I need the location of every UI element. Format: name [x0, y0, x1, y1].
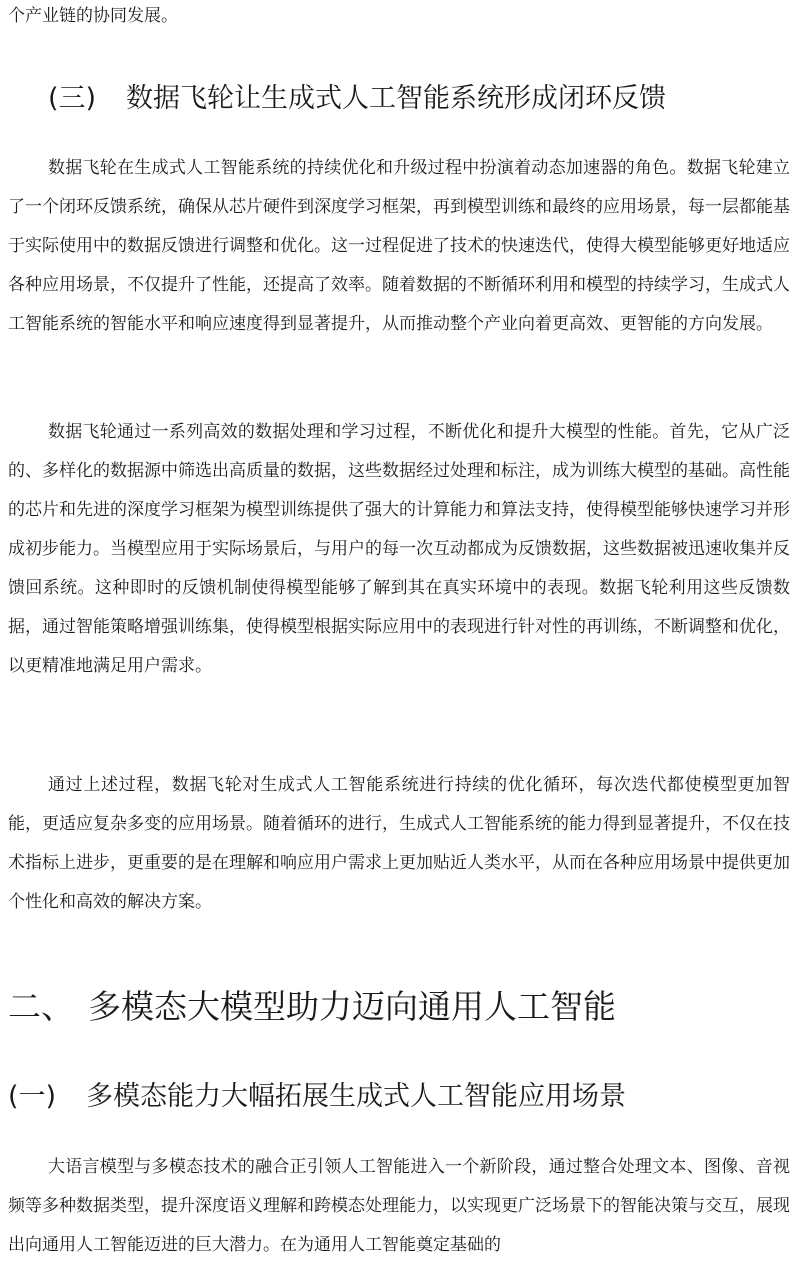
body-paragraph: 数据飞轮通过一系列高效的数据处理和学习过程，不断优化和提升大模型的性能。首先，它从广泛的、多样化的数据源中筛选出高质量的数据，这些数据经过处理和标注，成为训练大模型的基础。高性能的芯片和先进的深度学习框架为模型训练提供了强大的计算能力和算法支持，使得模型能够快速学习并形成初步能力。当模型应用于实际场景后，与用户的每一次互动都成为反馈数据，这些数据被迅速收集并反馈回系统。这种即时的反馈机制使得模型能够了解到其在真实环境中的表现。数据飞轮利用这些反馈数据，通过智能策略增强训练集，使得模型根据实际应用中的表现进行针对性的再训练，不断调整和优化，以更精准地满足用户需求。 — [8, 422, 790, 676]
chapter-number: 二、 — [8, 987, 74, 1026]
section-title: 多模态能力大幅拓展生成式人工智能应用场景 — [86, 1081, 626, 1112]
body-paragraph: 数据飞轮在生成式人工智能系统的持续优化和升级过程中扮演着动态加速器的角色。数据飞轮建立了一个闭环反馈系统，确保从芯片硬件到深度学习框架，再到模型训练和最终的应用场景，每一层都能基于实际使用中的数据反馈进行调整和优化。这一过程促进了技术的快速迭代，使得大模型能够更好地适应各种应用场景，不仅提升了性能，还提高了效率。随着数据的不断循环利用和模型的持续学习，生成式人工智能系统的智能水平和响应速度得到显著提升，从而推动整个产业向着更高效、更智能的方向发展。 — [8, 158, 790, 334]
section-number: (一) — [8, 1081, 57, 1112]
section-number: (三) — [48, 83, 97, 114]
paragraph-fragment: 个产业链的协同发展。 — [8, 6, 178, 26]
section-heading-3 — [48, 81, 666, 117]
chapter-heading-2 — [8, 985, 616, 1029]
section-heading-1 — [8, 1079, 626, 1115]
chapter-title: 多模态大模型助力迈向通用人工智能 — [88, 987, 616, 1026]
section-title: 数据飞轮让生成式人工智能系统形成闭环反馈 — [126, 83, 666, 114]
body-paragraph: 通过上述过程，数据飞轮对生成式人工智能系统进行持续的优化循环，每次迭代都使模型更加智能，更适应复杂多变的应用场景。随着循环的进行，生成式人工智能系统的能力得到显著提升，不仅在技术指标上进步，更重要的是在理解和响应用户需求上更加贴近人类水平，从而在各种应用场景中提供更加个性化和高效的解决方案。 — [8, 775, 790, 912]
body-paragraph: 大语言模型与多模态技术的融合正引领人工智能进入一个新阶段，通过整合处理文本、图像、音视频等多种数据类型，提升深度语义理解和跨模态处理能力，以实现更广泛场景下的智能决策与交互，展现出向通用人工智能迈进的巨大潜力。在为通用人工智能奠定基础的 — [8, 1157, 790, 1255]
